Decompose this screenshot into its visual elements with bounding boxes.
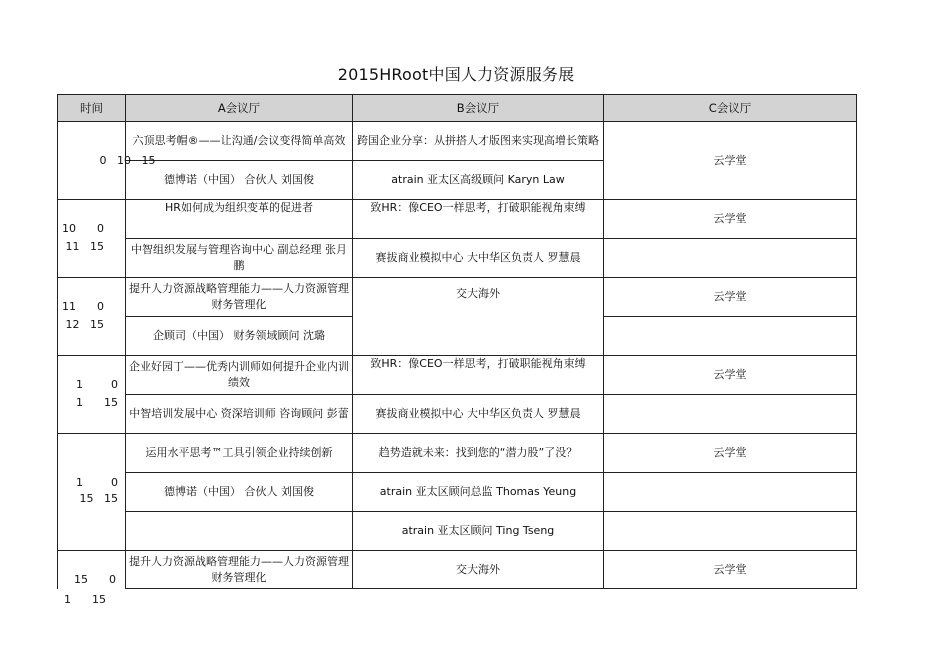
time-text: 11 0 (62, 300, 104, 313)
table-row (58, 395, 857, 434)
hall-c-topic: 云学堂 (604, 122, 857, 200)
time-slot-3 (58, 278, 126, 356)
table-row (58, 122, 857, 161)
time-slot-2 (58, 200, 126, 278)
header-hall-a: A会议厅 (126, 95, 353, 122)
time-text: 1 15 (57, 593, 106, 606)
hall-a-speaker: 中智组织发展与管理咨询中心 副总经理 张月鹏 (126, 239, 353, 278)
time-slot-4 (58, 356, 126, 434)
hall-a-speaker: 德博诺（中国） 合伙人 刘国俊 (126, 473, 353, 512)
hall-c-empty (604, 512, 857, 551)
hall-b-topic: 交大海外 (353, 278, 604, 356)
page-title: 2015HRoot中国人力资源服务展 (337, 65, 575, 84)
hall-c-empty (604, 473, 857, 512)
table-row (58, 473, 857, 512)
hall-b-topic: 趋势造就未来：找到您的“潜力股”了没？ (353, 434, 604, 473)
hall-a-topic: 提升人力资源战略管理能力——人力资源管理财务管理化 (126, 278, 353, 317)
hall-a-topic: 六顶思考帽®——让沟通/会议变得简单高效 (126, 122, 353, 161)
time-text: 1 0 (76, 378, 118, 391)
header-hall-c: C会议厅 (604, 95, 857, 122)
table-row (58, 200, 857, 239)
hall-a-topic: 提升人力资源战略管理能力——人力资源管理财务管理化 (126, 551, 353, 589)
hall-b-topic: 致HR：像CEO一样思考，打破职能视角束缚 (353, 200, 604, 239)
time-slot-1 (58, 122, 156, 200)
hall-b-speaker: atrain 亚太区顾问总监 Thomas Yeung (353, 473, 604, 512)
time-text: 11 15 (62, 240, 104, 253)
hall-a-topic: 企业好园丁——优秀内训师如何提升企业内训绩效 (126, 356, 353, 395)
table-row (58, 434, 857, 473)
time-slot-5 (58, 434, 126, 551)
hall-a-topic: 运用水平思考™工具引领企业持续创新 (126, 434, 353, 473)
time-text: 12 15 (62, 318, 104, 331)
table-row (58, 356, 857, 395)
table-row (58, 551, 857, 589)
hall-b-topic: 交大海外 (353, 551, 604, 589)
hall-c-empty (604, 317, 857, 356)
time-text: 15 15 (76, 492, 118, 505)
table-header-row (58, 95, 857, 122)
hall-a-empty (126, 512, 353, 551)
hall-c-empty (604, 395, 857, 434)
hall-a-speaker: 企顾司（中国） 财务领域顾问 沈璐 (126, 317, 353, 356)
hall-c-topic: 云学堂 (604, 278, 857, 317)
time-text: 1 0 (76, 476, 118, 489)
table-row (58, 278, 857, 317)
time-text: 0 10 15 (96, 154, 156, 167)
hall-a-topic: HR如何成为组织变革的促进者 (126, 200, 353, 239)
hall-b-speaker: atrain 亚太区高级顾问 Karyn Law (353, 161, 604, 200)
hall-a-speaker: 中智培训发展中心 资深培训师 咨询顾问 彭蕾 (126, 395, 353, 434)
table-row (58, 239, 857, 278)
hall-b-speaker: 赛拔商业模拟中心 大中华区负责人 罗慧晨 (353, 395, 604, 434)
hall-c-topic: 云学堂 (604, 434, 857, 473)
hall-b-topic: 跨国企业分享：从拼搭人才版图来实现高增长策略 (353, 122, 604, 161)
time-text: 15 0 (74, 573, 116, 586)
time-slot-6 (58, 551, 126, 589)
hall-b-topic: 致HR：像CEO一样思考，打破职能视角束缚 (353, 356, 604, 395)
hall-c-empty (604, 239, 857, 278)
hall-b-speaker: atrain 亚太区顾问 Ting Tseng (353, 512, 604, 551)
header-hall-b: B会议厅 (353, 95, 604, 122)
hall-b-speaker: 赛拔商业模拟中心 大中华区负责人 罗慧晨 (353, 239, 604, 278)
hall-c-topic: 云学堂 (604, 356, 857, 395)
hall-c-topic: 云学堂 (604, 200, 857, 239)
hall-a-speaker: 德博诺（中国） 合伙人 刘国俊 (126, 161, 353, 200)
time-text: 1 15 (76, 396, 118, 409)
table-row (58, 512, 857, 551)
hall-c-topic: 云学堂 (604, 551, 857, 589)
schedule-table (57, 94, 857, 589)
header-time: 时间 (58, 95, 126, 122)
time-text: 10 0 (62, 222, 104, 235)
